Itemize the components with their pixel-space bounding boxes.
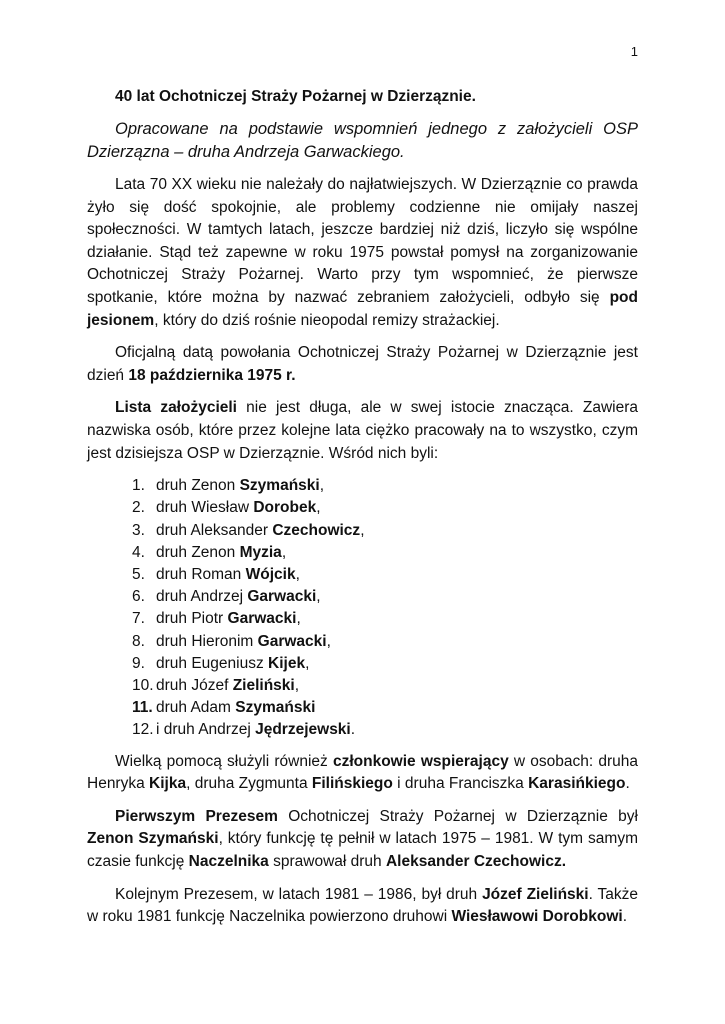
text: , druha Zygmunta: [186, 775, 312, 793]
bold-text: Filińskiego: [311, 775, 393, 793]
document-body: [87, 88, 638, 939]
text: druh Wiesław: [156, 499, 254, 517]
text: druh Roman: [156, 565, 246, 583]
text: .: [350, 721, 356, 739]
list-item: [132, 542, 638, 564]
list-item: [132, 719, 638, 741]
bold-text: Józef Zieliński: [482, 885, 589, 903]
text: .: [622, 908, 628, 926]
list-item: [132, 564, 638, 586]
document-title: 40 lat Ochotniczej Straży Pożarnej w Dzierząznie.: [115, 88, 476, 105]
bold-text: Zenon Szymański: [87, 830, 219, 848]
list-item: [132, 475, 638, 497]
text: druh Hieronim: [156, 632, 258, 650]
list-number: 2.: [132, 499, 145, 517]
list-number: 6.: [132, 588, 145, 606]
surname: Garwacki: [227, 610, 297, 628]
surname: Szymański: [235, 699, 316, 717]
bold-text: Aleksander Czechowicz.: [385, 852, 567, 870]
text: ,: [295, 565, 300, 583]
text: ,: [360, 521, 365, 539]
surname: Zieliński: [232, 676, 295, 694]
surname: Szymański: [239, 477, 320, 495]
text: w osobach: druha Henryka: [87, 752, 638, 793]
text: Kolejnym Prezesem, w latach 1981 – 1986, był druh: [115, 885, 483, 903]
page-number: 1: [630, 44, 638, 59]
list-number: 3.: [132, 521, 145, 539]
bold-text: Lista założycieli: [115, 399, 237, 417]
text: ,: [326, 632, 331, 650]
text: Oficjalną datą powołania Ochotniczej Straży Pożarnej w Dzierząznie jest dzień: [87, 344, 638, 384]
list-number: 7.: [132, 610, 145, 628]
surname: Garwacki: [257, 632, 327, 650]
bold-text: członkowie wspierający: [332, 752, 509, 770]
bold-text: Wiesławowi Dorobkowi: [451, 908, 623, 926]
surname: Kijek: [268, 654, 306, 672]
surname: Czechowicz: [272, 521, 361, 539]
list-number: 10.: [132, 676, 154, 694]
text: druh Józef: [156, 676, 233, 694]
bold-text: 18 października 1975 r.: [128, 366, 296, 384]
text: druh Zenon: [156, 477, 240, 495]
list-number: 12.: [132, 721, 154, 739]
paragraph-supporting-members: [87, 751, 638, 796]
text: Wielką pomocą służyli również: [115, 752, 333, 770]
text: ,: [316, 499, 321, 517]
bold-text: Karasińkiego: [528, 775, 626, 793]
text: druh Aleksander: [156, 521, 273, 539]
text: i druha Franciszka: [392, 775, 529, 793]
list-item: [132, 697, 638, 719]
paragraph-first-president: [87, 806, 638, 874]
text: druh Adam: [156, 699, 236, 717]
text: Lata 70 XX wieku nie należały do najłatwiejszych. W Dzierząznie co prawda żyło się dość spokojnie, ale problemy codzienne nie omijały naszej społeczności. W tamtych latach, jeszcze bardziej niż dziś, liczyło się wspólne działanie. Stąd też zapewne w roku 1975 powstał pomysł na zorganizowanie Ochotniczej Straży Pożarnej. Warto przy tym wspomnieć, że pierwsze spotkanie, które można by nazwać zebraniem założycieli, odbyło się: [87, 176, 638, 306]
text: Ochotniczej Straży Pożarnej w Dzierząznie był: [277, 807, 638, 825]
founders-list: [87, 475, 638, 741]
paragraph-next-president: [87, 884, 638, 929]
bold-text: Kijka: [149, 775, 187, 793]
text: ,: [281, 543, 287, 561]
text: ,: [316, 588, 321, 606]
surname: Myzia: [239, 543, 282, 561]
text: , który do dziś rośnie nieopodal remizy strażackiej.: [154, 311, 500, 329]
text: druh Andrzej: [156, 588, 248, 606]
surname: Dorobek: [253, 499, 317, 517]
text: ,: [319, 477, 325, 495]
list-number: 4.: [132, 543, 145, 561]
list-number: 11.: [132, 699, 153, 717]
text: i druh Andrzej: [156, 721, 256, 739]
surname: Wójcik: [245, 565, 296, 583]
list-item: [132, 586, 638, 608]
list-item: [132, 675, 638, 697]
text: sprawował druh: [268, 852, 386, 870]
list-item: [132, 520, 638, 542]
list-item: [132, 608, 638, 630]
paragraph-intro: [87, 174, 638, 332]
list-number: 1.: [132, 477, 145, 495]
paragraph-founding-date: [87, 342, 638, 387]
list-number: 8.: [132, 632, 145, 650]
bold-text: Naczelnika: [188, 852, 269, 870]
bold-text: Pierwszym Prezesem: [115, 807, 278, 825]
list-number: 9.: [132, 654, 145, 672]
bold-text: pod jesionem: [87, 288, 638, 329]
list-item: [132, 631, 638, 653]
surname: Jędrzejewski: [255, 721, 351, 739]
list-item: [132, 653, 638, 675]
text: druh Piotr: [156, 610, 228, 628]
text: . Także w roku 1981 funkcję Naczelnika powierzono druhowi: [87, 885, 638, 926]
text: druh Eugeniusz: [156, 654, 269, 672]
text: ,: [305, 654, 310, 672]
text: ,: [294, 676, 300, 694]
text: nie jest długa, ale w swej istocie znacząca. Zawiera nazwiska osób, które przez kolejne lata ciężko pracowały na to wszystko, czym jest dzisiejsza OSP w Dzierząznie. Wśród nich byli:: [87, 399, 638, 462]
paragraph-founders-intro: [87, 397, 638, 465]
text: , który funkcję tę pełnił w latach 1975 – 1981. W tym samym czasie funkcję: [87, 830, 638, 870]
list-number: 5.: [132, 565, 145, 583]
text: .: [625, 775, 630, 793]
surname: Garwacki: [247, 588, 317, 606]
document-subtitle: Opracowane na podstawie wspomnień jednego z założycieli OSP Dzierzązna – druha Andrzeja Garwackiego.: [87, 120, 638, 161]
list-item: [132, 497, 638, 519]
text: ,: [296, 610, 301, 628]
text: druh Zenon: [156, 543, 240, 561]
